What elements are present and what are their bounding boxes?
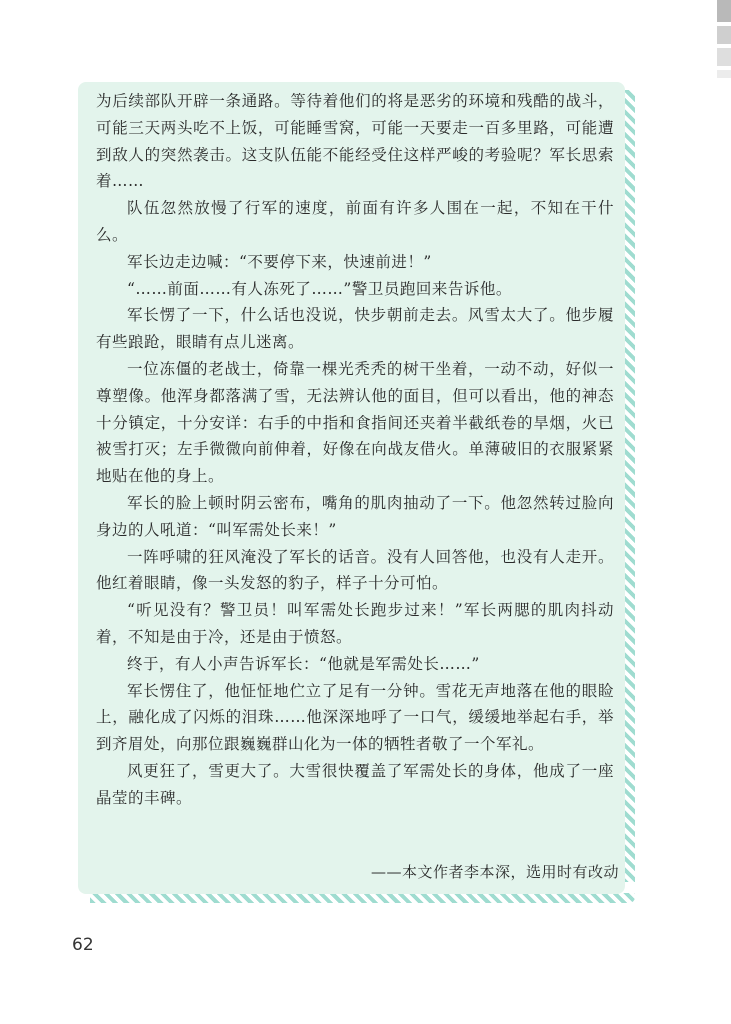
paragraph: 军长愣住了，他怔怔地伫立了足有一分钟。雪花无声地落在他的眼睑上，融化成了闪烁的泪珠……他深深地呼了一口气，缓缓地举起右手，举到齐眉处，向那位跟巍巍群山化为一体的牺牲者敬了一个军礼。 xyxy=(96,681,614,754)
paragraph: 军长边走边喊：“不要停下来，快速前进！” xyxy=(127,252,432,271)
paragraph: 军长的脸上顿时阴云密布，嘴角的肌肉抽动了一下。他忽然转过脸向身边的人吼道：“叫军需处长来！” xyxy=(96,493,614,539)
paragraph: 队伍忽然放慢了行军的速度，前面有许多人围在一起，不知在干什么。 xyxy=(96,199,614,244)
page-edge-tabs xyxy=(717,0,731,78)
paragraph: 一位冻僵的老战士，倚靠一棵光秃秃的树干坐着，一动不动，好似一尊塑像。他浑身都落满了雪，无法辨认他的面目，但可以看出，他的神态十分镇定，十分安详：右手的中指和食指间还夹着半截纸卷的旱烟，火已被雪打灭；左手微微向前伸着，好像在向战友借火。单薄破旧的衣服紧紧地贴在他的身上。 xyxy=(96,359,614,486)
paragraph: 终于，有人小声告诉军长：“他就是军需处长……” xyxy=(127,654,480,673)
paragraph: “……前面……有人冻死了……”警卫员跑回来告诉他。 xyxy=(127,279,512,298)
story-text xyxy=(96,88,614,812)
paragraph: 为后续部队开辟一条通路。等待着他们的将是恶劣的环境和残酷的战斗，可能三天两头吃不上饭，可能睡雪窝，可能一天要走一百多里路，可能遭到敌人的突然袭击。这支队伍能不能经受住这样严峻的考验呢？军长思索着…… xyxy=(96,92,614,191)
author-credit: ——本文作者李本深，选用时有改动 xyxy=(370,863,619,881)
paragraph: 风更狂了，雪更大了。大雪很快覆盖了军需处长的身体，他成了一座晶莹的丰碑。 xyxy=(96,761,614,807)
paragraph: 一阵呼啸的狂风淹没了军长的话音。没有人回答他，也没有人走开。他红着眼睛，像一头发怒的豹子，样子十分可怕。 xyxy=(96,547,614,593)
panel-stripe-border-bottom xyxy=(90,893,635,903)
page-number: 62 xyxy=(72,935,94,955)
paragraph: 军长愣了一下，什么话也没说，快步朝前走去。风雪太大了。他步履有些踉跄，眼睛有点儿迷离。 xyxy=(96,306,614,352)
paragraph: “听见没有？警卫员！叫军需处长跑步过来！”军长两腮的肌肉抖动着，不知是由于冷，还是由于愤怒。 xyxy=(96,601,614,646)
